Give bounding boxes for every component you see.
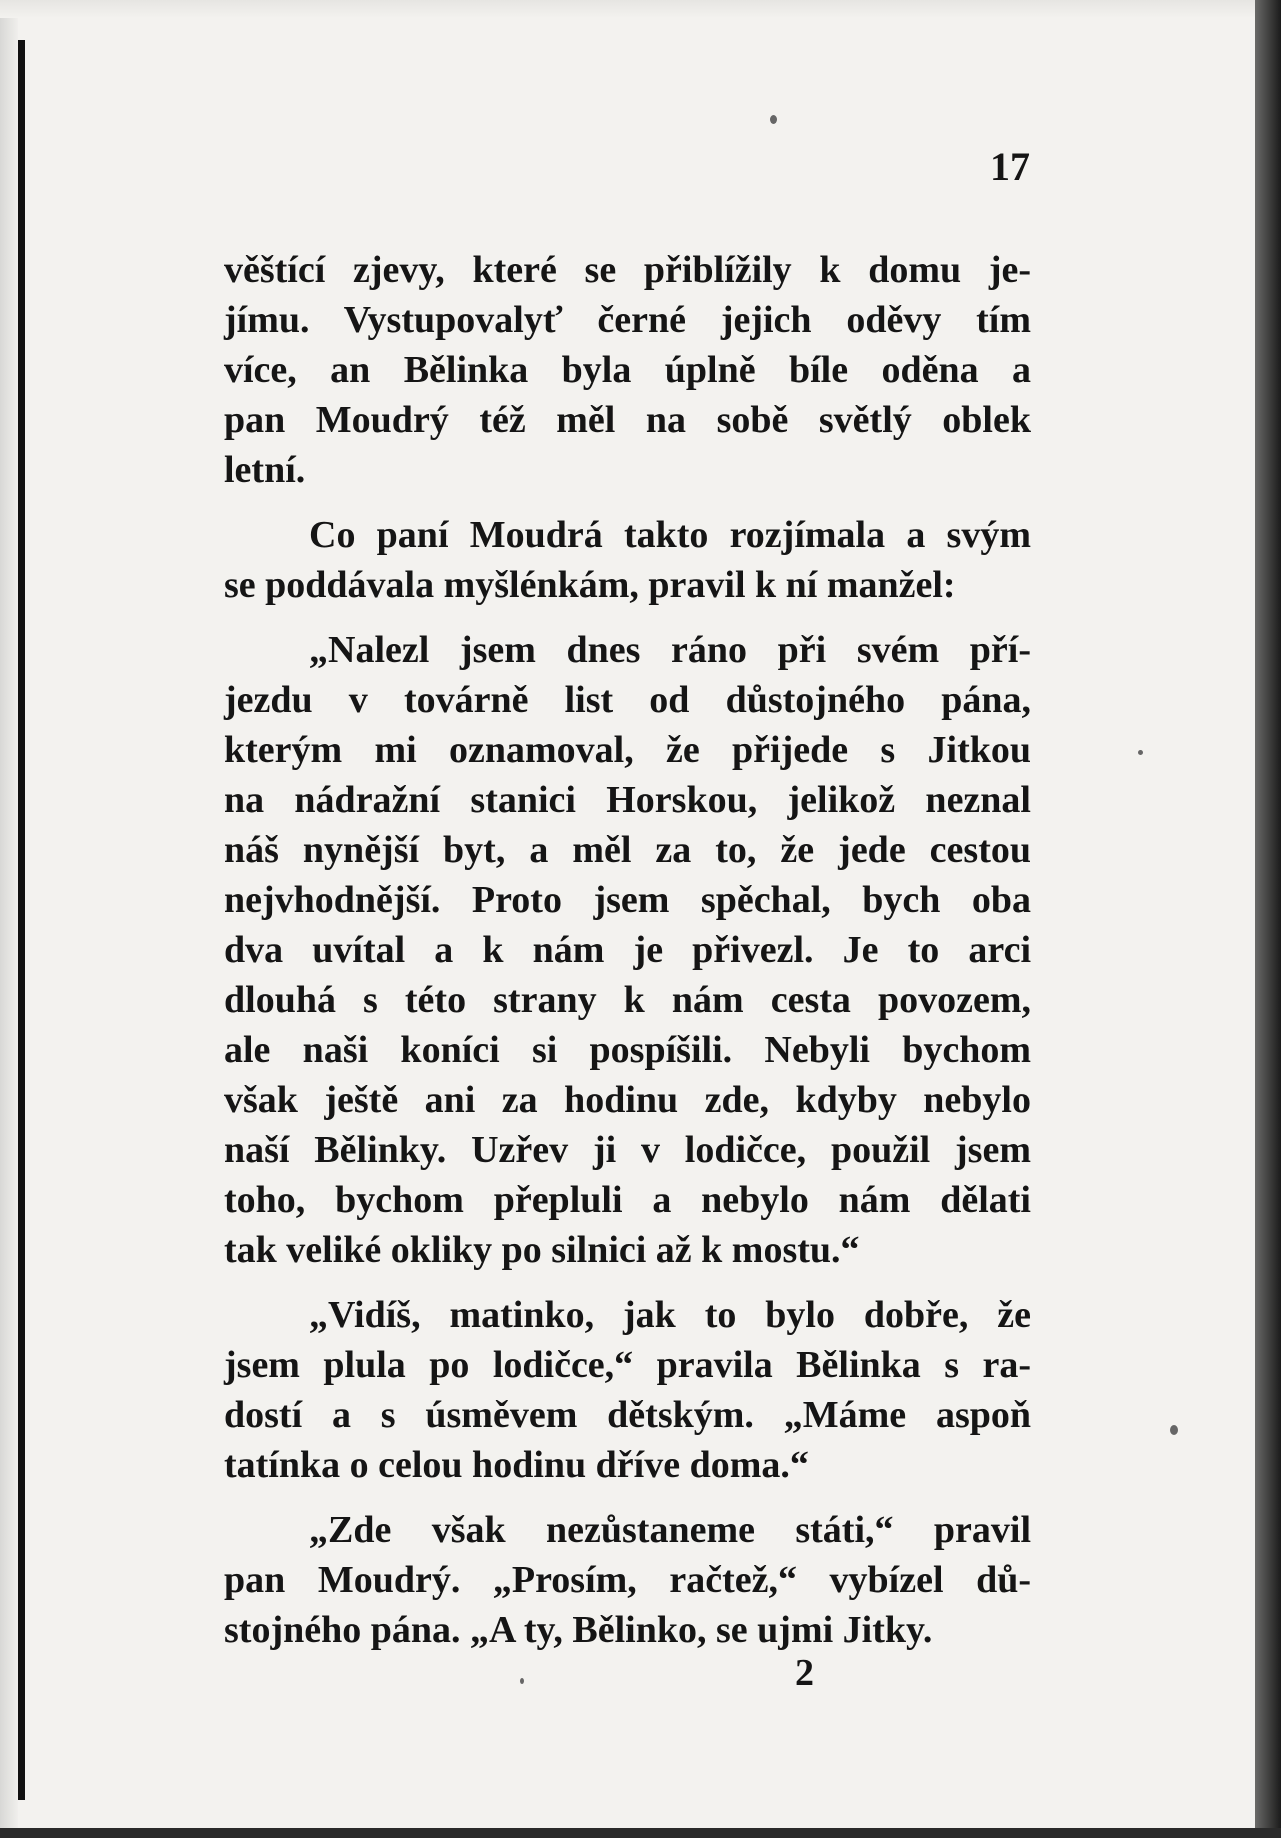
text-line: „Vidíš, matinko, jak to bylo dobře, že (309, 1294, 1031, 1336)
text-line: „Nalezl jsem dnes ráno při svém pří- (309, 629, 1031, 671)
text-line: stojného pána. „A ty, Bělinko, se ujmi Jitky. (224, 1609, 933, 1651)
paragraph (224, 625, 1031, 1275)
speck (520, 1678, 524, 1684)
speck (1138, 750, 1143, 755)
text-line: dlouhá s této strany k nám cesta povozem, (224, 979, 1031, 1021)
text-line: „Zde však nezůstaneme státi,“ pravil (309, 1509, 1031, 1551)
paragraph (224, 510, 1031, 610)
text-line: jezdu v továrně list od důstojného pána, (224, 679, 1031, 721)
speck (1170, 1425, 1178, 1435)
text-line: jímu. Vystupovalyť černé jejich oděvy tím (224, 299, 1031, 341)
body-text (224, 245, 1031, 1670)
text-line: jsem plula po lodičce,“ pravila Bělinka s ra- (224, 1344, 1031, 1386)
spine-shadow (0, 0, 18, 1838)
top-edge (0, 0, 1281, 18)
text-line: dva uvítal a k nám je přivezl. Je to arci (224, 929, 1031, 971)
text-line: náš nynější byt, a měl za to, že jede cestou (224, 829, 1031, 871)
text-line: Co paní Moudrá takto rozjímala a svým (309, 514, 1031, 556)
paragraph (224, 1290, 1031, 1490)
text-line: tak veliké okliky po silnici až k mostu.“ (224, 1229, 860, 1271)
signature-mark: 2 (795, 1652, 814, 1694)
text-line: více, an Bělinka byla úplně bíle oděna a (224, 349, 1031, 391)
page-number: 17 (990, 144, 1030, 189)
text-line: dostí a s úsměvem dětským. „Máme aspoň (224, 1394, 1031, 1436)
text-line: tatínka o celou hodinu dříve doma.“ (224, 1444, 809, 1486)
text-line: však ještě ani za hodinu zde, kdyby nebylo (224, 1079, 1031, 1121)
text-line: pan Moudrý též měl na sobě světlý oblek (224, 399, 1031, 441)
spine-edge (18, 40, 25, 1800)
paragraph (224, 1505, 1031, 1655)
speck (770, 115, 777, 124)
text-line: na nádražní stanici Horskou, jelikož neznal (224, 779, 1031, 821)
text-line: věštící zjevy, které se přiblížily k domu je- (224, 249, 1031, 291)
text-line: naší Bělinky. Uzřev ji v lodičce, použil jsem (224, 1129, 1031, 1171)
text-line: nejvhodnější. Proto jsem spěchal, bych oba (224, 879, 1031, 921)
text-line: pan Moudrý. „Prosím, račtež,“ vybízel dů- (224, 1559, 1031, 1601)
text-line: kterým mi oznamoval, že přijede s Jitkou (224, 729, 1031, 771)
text-line: toho, bychom přepluli a nebylo nám dělati (224, 1179, 1031, 1221)
page-bottom-edge (0, 1828, 1281, 1838)
text-line: ale naši koníci si pospíšili. Nebyli bychom (224, 1029, 1031, 1071)
paragraph (224, 245, 1031, 495)
page-right-edge (1255, 0, 1281, 1838)
text-line: se poddávala myšlénkám, pravil k ní manžel: (224, 564, 956, 606)
text-line: letní. (224, 449, 306, 491)
